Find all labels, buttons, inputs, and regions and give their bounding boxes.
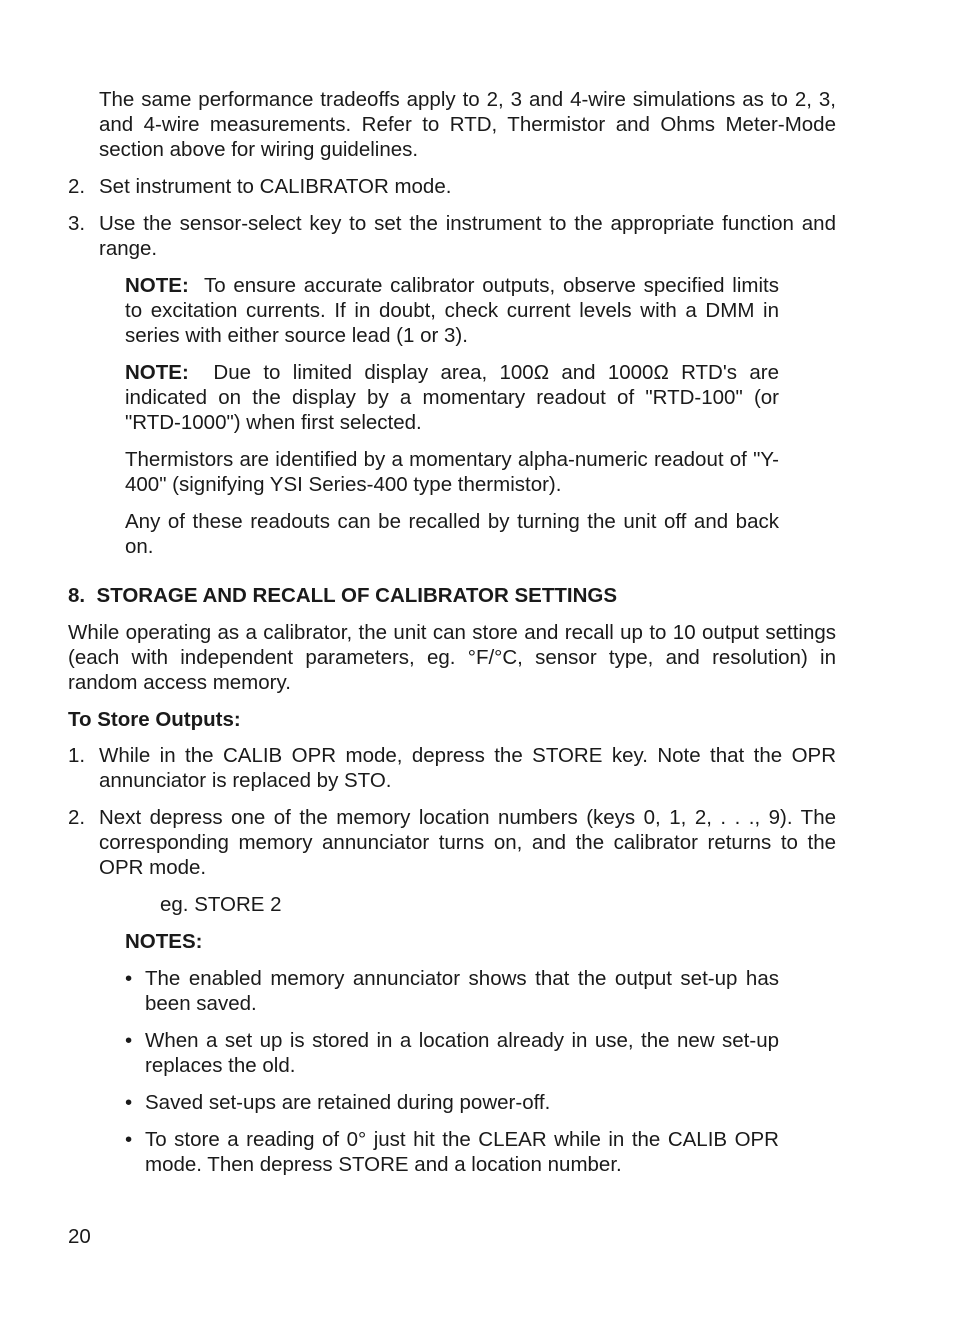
step-number: 2. [68, 806, 86, 829]
bullet-icon: • [125, 967, 133, 990]
step-number: 3. [68, 212, 86, 235]
step-text: Set instrument to CALIBRATOR mode. [99, 175, 452, 198]
section-number: 8. [68, 584, 86, 607]
section-heading [68, 583, 836, 608]
note-text: To ensure accurate calibrator outputs, observe specified limits to excitation currents. If in doubt, check current levels with a DMM in series with either source lead (1 or 3). [125, 274, 779, 347]
step-text: Use the sensor-select key to set the instrument to the appropriate function and range. [99, 212, 836, 260]
section-paragraph: While operating as a calibrator, the unit can store and recall up to 10 output settings (each with independent parameters, eg. °F/°C, sensor type, and resolution) in random access memory. [68, 621, 836, 694]
note-bullet-text: Saved set-ups are retained during power-off. [145, 1091, 551, 1114]
thermistor-paragraph: Thermistors are identified by a momentary alpha-numeric readout of "Y-400" (signifying YSI Series-400 type thermistor). [125, 448, 779, 496]
step-text: Next depress one of the memory location numbers (keys 0, 1, 2, . . ., 9). The corresponding memory annunciator turns on, and the calibrator returns to the OPR mode. [99, 806, 836, 879]
bullet-icon: • [125, 1029, 133, 1052]
note-bullet-text: The enabled memory annunciator shows that the output set-up has been saved. [145, 967, 779, 1015]
page-number: 20 [68, 1225, 91, 1248]
bullet-icon: • [125, 1091, 133, 1114]
note-paragraph [125, 360, 779, 435]
note-label: NOTE: [125, 274, 189, 297]
note-text: Due to limited display area, 100Ω and 1000Ω RTD's are indicated on the display by a momentary readout of "RTD-100" (or "RTD-1000") when first selected. [125, 361, 779, 434]
note-label: NOTE: [125, 361, 189, 384]
notes-label: NOTES: [125, 930, 203, 953]
section-title: STORAGE AND RECALL OF CALIBRATOR SETTINGS [96, 584, 618, 607]
step-number: 2. [68, 175, 86, 198]
note-paragraph [125, 273, 779, 348]
note-bullet-text: To store a reading of 0° just hit the CLEAR while in the CALIB OPR mode. Then depress STORE and a location number. [145, 1128, 779, 1176]
step-number: 1. [68, 744, 86, 767]
bullet-icon: • [125, 1128, 133, 1151]
note-bullet-text: When a set up is stored in a location already in use, the new set-up replaces the old. [145, 1029, 779, 1077]
intro-paragraph: The same performance tradeoffs apply to 2, 3 and 4-wire simulations as to 2, 3, and 4-wire measurements. Refer to RTD, Thermistor and Ohms Meter-Mode section above for wiring guidelines. [99, 88, 836, 161]
subheading: To Store Outputs: [68, 708, 241, 731]
example-text: eg. STORE 2 [160, 893, 282, 916]
step-text: While in the CALIB OPR mode, depress the STORE key. Note that the OPR annunciator is replaced by STO. [99, 744, 836, 792]
recall-paragraph: Any of these readouts can be recalled by turning the unit off and back on. [125, 510, 779, 558]
